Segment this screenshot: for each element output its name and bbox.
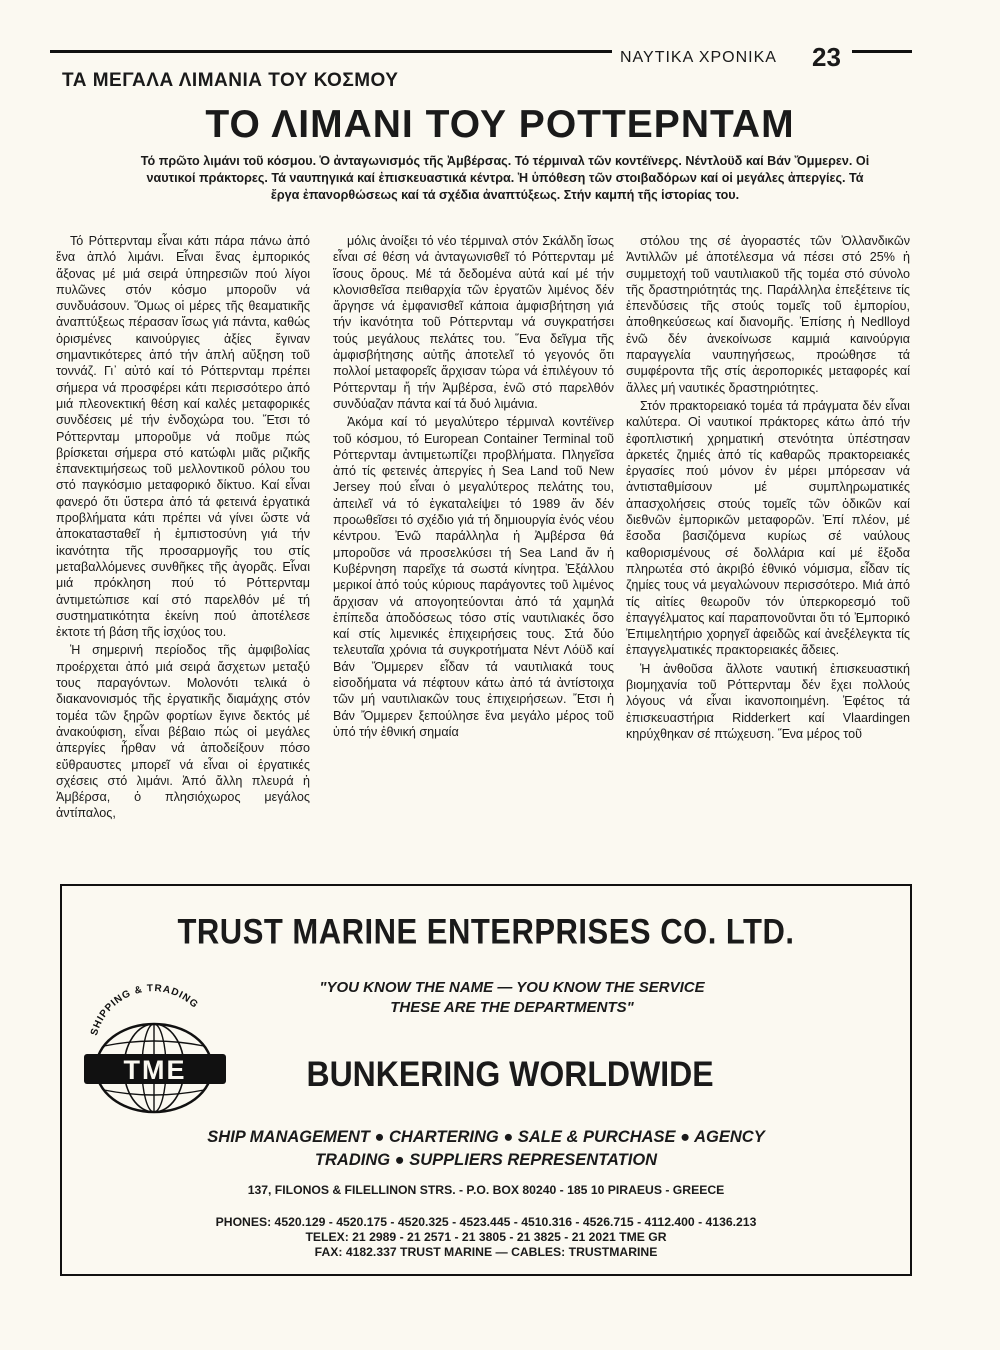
bullet-icon: ●	[374, 1128, 385, 1146]
article-column-1	[56, 233, 310, 822]
paragraph: μόλις ἀνοίξει τό νέο τέρμιναλ στόν Σκάλδη ἴσως εἶναι σέ θέση νά ἀνταγωνισθεῖ τό Ρόττερνταμ μέ ἴσους ὅρους. Μέ τά δεδομένα αὐτά καί μέ τήν κλονισθεῖσα πειθαρχία τῶν ἐργατῶν λιμένος δέν ἄργησε νά ἐμφανισθεῖ κάποια ἀμφισβήτηση γιά τήν ἱκανότητα τοῦ Ρόττερνταμ νά συγκρατήσει τούς μεγάλους πελάτες του. Ἕνα δεῖγμα τῆς ἀμφισβήτησης αὐτῆς ἀποτελεῖ τό γεγονός ὅτι πολλοί μεταφορεῖς ἄρχισαν τώρα νά ἐπιλέγουν τό Ρόττερνταμ ἤ τήν Ἀμβέρσα, ἐνῶ στό παρελθόν συνδύαζαν πάντα καί τά δυό λιμάνια.	[333, 234, 614, 411]
ad-phones: PHONES: 4520.129 - 4520.175 - 4520.325 - 4523.445 - 4510.316 - 4526.715 - 4112.400 - 4136.213	[215, 1215, 757, 1229]
service-item: AGENCY	[694, 1128, 765, 1146]
paragraph: Στόν πρακτορειακό τομέα τά πράγματα δέν εἶναι καλύτερα. Οἱ ναυτικοί πράκτορες κάτω ἀπό τήν ἐφοπλιστική χρηματική στενότητα ὑπέστησαν ἀρκετές ζημιές ἀπό τίς καθαρῶς πρακτορειακές ἐργασίες πού μόνον ἐν μέρει μπόρεσαν νά ἀντισταθμίσουν μέ συμπληρωματικές ἀπασχολήσεις στούς τομεῖς τῶν ὁδικῶν καί διεθνῶν ἐμπορικῶν μεταφορῶν. Ἐπί πλέον, μέ ἔσοδα βασιζόμενα κυρίως σέ ναύλους καθορισμένους σέ δολλάρια καί μέ ἔξοδα πληρωτέα στό ἀκριβό ἐθνικό νόμισμα, εἶδαν τίς ζημίες τους νά μεγαλώνουν περισσότερο. Μιά ἀπό τίς αἰτίες θεωροῦν τόν ὑπερκορεσμό τοῦ ἐπαγγέλματος καί παραπονοῦνται ὅτι τό Ἐμπορικό Ἐπιμελητήριο χορηγεῖ ἀφειδῶς καί ἀνεξέλεγκτα τίς ἐπαγγελματικές πρακτορειακές ἄδειες.	[626, 398, 910, 658]
ad-slogan-line: THESE ARE THE DEPARTMENTS"	[390, 999, 634, 1016]
advertisement	[60, 884, 912, 1276]
paragraph: Ἀκόμα καί τό μεγαλύτερο τέρμιναλ κοντέϊνερ τοῦ κόσμου, τό European Container Terminal τοῦ Ρόττερνταμ ἀντιμετωπίζει προβλήματα. Πληγεῖσα ἀπό τίς φετεινές ἀπεργίες ἡ Sea Land τοῦ New Jersey πού εἶναι ὁ μεγαλύτερος πελάτης του, ἀπειλεῖ νά τό ἐγκαταλείψει τό 1989 ἄν δέν προωθεῖσει τό σχέδιο γιά τή δημιουργία ἑνός νέου κέντρου. Ἐνῶ παράλληλα ἡ Ἀμβέρσα θά μποροῦσε νά προσελκύσει τή Sea Land ἄν ἡ Κυβέρνηση παρεῖχε τά σωστά κίνητρα. Ἐξάλλου μερικοί ἀπό τούς κύριους παράγοντες τοῦ λιμένος ἄρχισαν νά απογοητεύονται ἀπό τά χαμηλά ἐπίπεδα ἀποδόσεως τόσο στίς ναυτιλιακές ὅσο καί στίς λιμενικές ἐπιχειρήσεις τους. Στά δύο τελευταῖα χρόνια τά συγκροτήματα Νέντ Λόϋδ καί Βάν Ὄμμερεν εἶδαν τά ναυτιλιακά τους εἰσοδήματα νά πέφτουν κάτω ἀπό τά ἀντίστοιχα τῶν μή ναυτιλιακῶν τους ἐπιχειρήσεων. Ἔτσι ἡ Βάν Ὄμμερεν ξεπούλησε ἕνα μεγάλο μέρος τοῦ ὑπό τήν ἐθνική σημαία	[333, 415, 614, 739]
service-item: SALE & PURCHASE	[517, 1128, 676, 1146]
ad-contacts	[82, 1215, 890, 1260]
paragraph: Τό Ρόττερνταμ εἶναι κάτι πάρα πάνω ἀπό ἕνα ἁπλό λιμάνι. Εἶναι ἕνας ἐμπορικός ἄξονας μέ μιά σειρά ὑπηρεσιῶν πού λίγοι πυλῶνες στόν κόσμο μποροῦν νά συνδυάσουν. Ὅμως οἱ μέρες τῆς θεαματικῆς ἀναπτύξεως πέρασαν ἴσως γιά πάντα, καθώς ὁρισμένες καινούργιες ἀξίες ἔγιναν σημαντικότερες ἀπό τήν ἁπλή αὔξηση τοῦ τοννάζ. Γι᾽ αὐτό καί τό Ρόττερνταμ πρέπει σήμερα νά προσφέρει κάτι περισσότερο ἀπό μιά πλεονεκτική θέση καί καλές μεταφορικές συνδέσεις μέ τήν ἐνδοχώρα του. Ἔτσι τό Ρόττερνταμ μποροῦμε νά ποῦμε πώς βρίσκεται σήμερα στό κατώφλι μιᾶς ριζικῆς ἐπανεκτιμήσεως τοῦ μελλοντικοῦ ρόλου του στό παγκόσμιο μεταφορικό δίκτυο. Καί εἶναι φανερό ὅτι ὕστερα ἀπό τά φετεινά ἐργατικά προβλήματα κάτι πρέπει νά γίνει ὥστε νά ἀποκατασταθεῖ ἡ ἐμπιστοσύνη γιά τήν ἱκανότητα τῆς προσαρμογῆς του στίς μεταβαλλόμενες συνθῆκες τῆς ἀγορᾶς. Εἶναι μιά πρόκληση πού τό Ρόττερνταμ ἀντιμετώπισε καί στό παρελθόν μέ τή συστηματικότητα ἐκείνη πού ἀποτέλεσε ἐκτοτε τή βάση τῆς ἰσχύος του.	[56, 234, 310, 640]
service-item: TRADING	[314, 1151, 391, 1169]
ad-company-name: TRUST MARINE ENTERPRISES CO. LTD.	[177, 911, 795, 952]
article-title: ΤΟ ΛΙΜΑΝΙ ΤΟΥ ΡΟΤΤΕΡΝΤΑΜ	[205, 103, 795, 146]
header-rule	[852, 50, 912, 53]
ad-address: 137, FILONOS & FILELLINON STRS. - P.O. BOX 80240 - 185 10 PIRAEUS - GREECE	[247, 1183, 725, 1197]
header-rule	[50, 50, 612, 53]
article-deck: Τό πρῶτο λιμάνι τοῦ κόσμου. Ὁ ἀνταγωνισμός τῆς Ἀμβέρσας. Τό τέρμιναλ τῶν κοντέϊνερς. Νέντλοϋδ καί Βάν Ὄμμερεν. Οἱ ναυτικοί πράκτορες. Τά ναυπηγικά καί ἐπισκευαστικά κέντρα. Ἡ ὑπόθεση τῶν στοιβαδόρων καί οἱ μεγάλες ἀπεργίες. Τά ἔργα ἐπανορθώσεως καί τά σχέδια ἀναπτύξεως. Στήν καμπή τῆς ἱστορίας του.	[140, 154, 870, 202]
paragraph: στόλου της σέ ἀγοραστές τῶν Ὀλλανδικῶν Ἀντιλλῶν μέ ἀποτέλεσμα νά πέσει στό 25% ἡ συμμετοχή τοῦ ναυτιλιακοῦ τῆς τομέα στό σύνολο τῆς δραστηριότητάς της. Παράλληλα ἐπεξέτεινε τίς ἐπενδύσεις τῆς στούς τομεῖς τοῦ ἐμπορίου, ἀποθηκεύσεως καί διανομῆς. Ἐπίσης ἡ Nedlloyd ἐνῶ δέν ἀνεκοίνωσε καμμιά καινούργια παραγγελία ναυπηγήσεως, προώθησε τά συμφέροντα τῆς στίς ἀεροπορικές μεταφορές καί ἄλλες μή ναυτικές δραστηριότητες.	[626, 234, 910, 395]
page-number: 23	[812, 42, 841, 72]
paragraph: Ἡ σημερινή περίοδος τῆς ἀμφιβολίας προέρχεται ἀπό μιά σειρά ἄσχετων μεταξύ τους παραγόντων. Μολονότι τελικά ὁ διακανονισμός τῆς ἐργατικῆς διαμάχης στόν τομέα τῶν ξηρῶν φορτίων ἔγινε δεκτός μέ ἀνακούφιση, εἶναι βέβαιο πώς οἱ μεγάλες ἀπεργίες ἦρθαν νά ἀποδείξουν πόσο εὔθραυστες μπορεῖ νά εἶναι οἱ ἐργατικές σχέσεις στό λιμάνι. Ἀπό ἄλλη πλευρά ἡ Ἀμβέρσα, ὁ πλησιόχωρος μεγάλος ἀντίπαλος,	[56, 643, 310, 821]
globe-logo-icon	[66, 978, 236, 1118]
ad-telex: TELEX: 21 2989 - 21 2571 - 21 3805 - 21 3825 - 21 2021 TME GR	[305, 1230, 667, 1244]
running-head: ΝΑΥΤΙΚΑ ΧΡΟΝΙΚΑ	[620, 49, 777, 66]
article-column-3	[626, 233, 910, 742]
service-item: SHIP MANAGEMENT	[207, 1128, 370, 1146]
ad-fax: FAX: 4182.337 TRUST MARINE — CABLES: TRUSTMARINE	[314, 1245, 658, 1259]
service-item: SUPPLIERS REPRESENTATION	[409, 1151, 658, 1169]
bullet-icon: ●	[680, 1128, 691, 1146]
bullet-icon: ●	[394, 1151, 405, 1169]
service-item: CHARTERING	[389, 1128, 499, 1146]
ad-services	[82, 1126, 890, 1172]
paragraph: Ἡ ἀνθοῦσα ἄλλοτε ναυτική ἐπισκευαστική βιομηχανία τοῦ Ρόττερνταμ δέν ἔχει πολλούς λόγους νά εἶναι ἱκανοποιημένη. Ἐφέτος τά ἐπισκευαστήρια Ridderkert καί Vlaardingen κηρύχθηκαν σέ πτώχευση. Ἕνα μέρος τοῦ	[626, 661, 910, 741]
ad-slogan	[212, 978, 812, 1018]
ad-slogan-line: "YOU KNOW THE NAME — YOU KNOW THE SERVICE	[319, 979, 705, 996]
bullet-icon: ●	[503, 1128, 514, 1146]
article-kicker: ΤΑ ΜΕΓΑΛΑ ΛΙΜΑΝΙΑ ΤΟΥ ΚΟΣΜΟΥ	[62, 70, 399, 91]
article-column-2	[333, 233, 614, 740]
ad-headline: BUNKERING WORLDWIDE	[306, 1054, 714, 1094]
logo-initials: TME	[123, 1055, 187, 1085]
logo-arc-text: SHIPPING & TRADING	[88, 983, 201, 1037]
